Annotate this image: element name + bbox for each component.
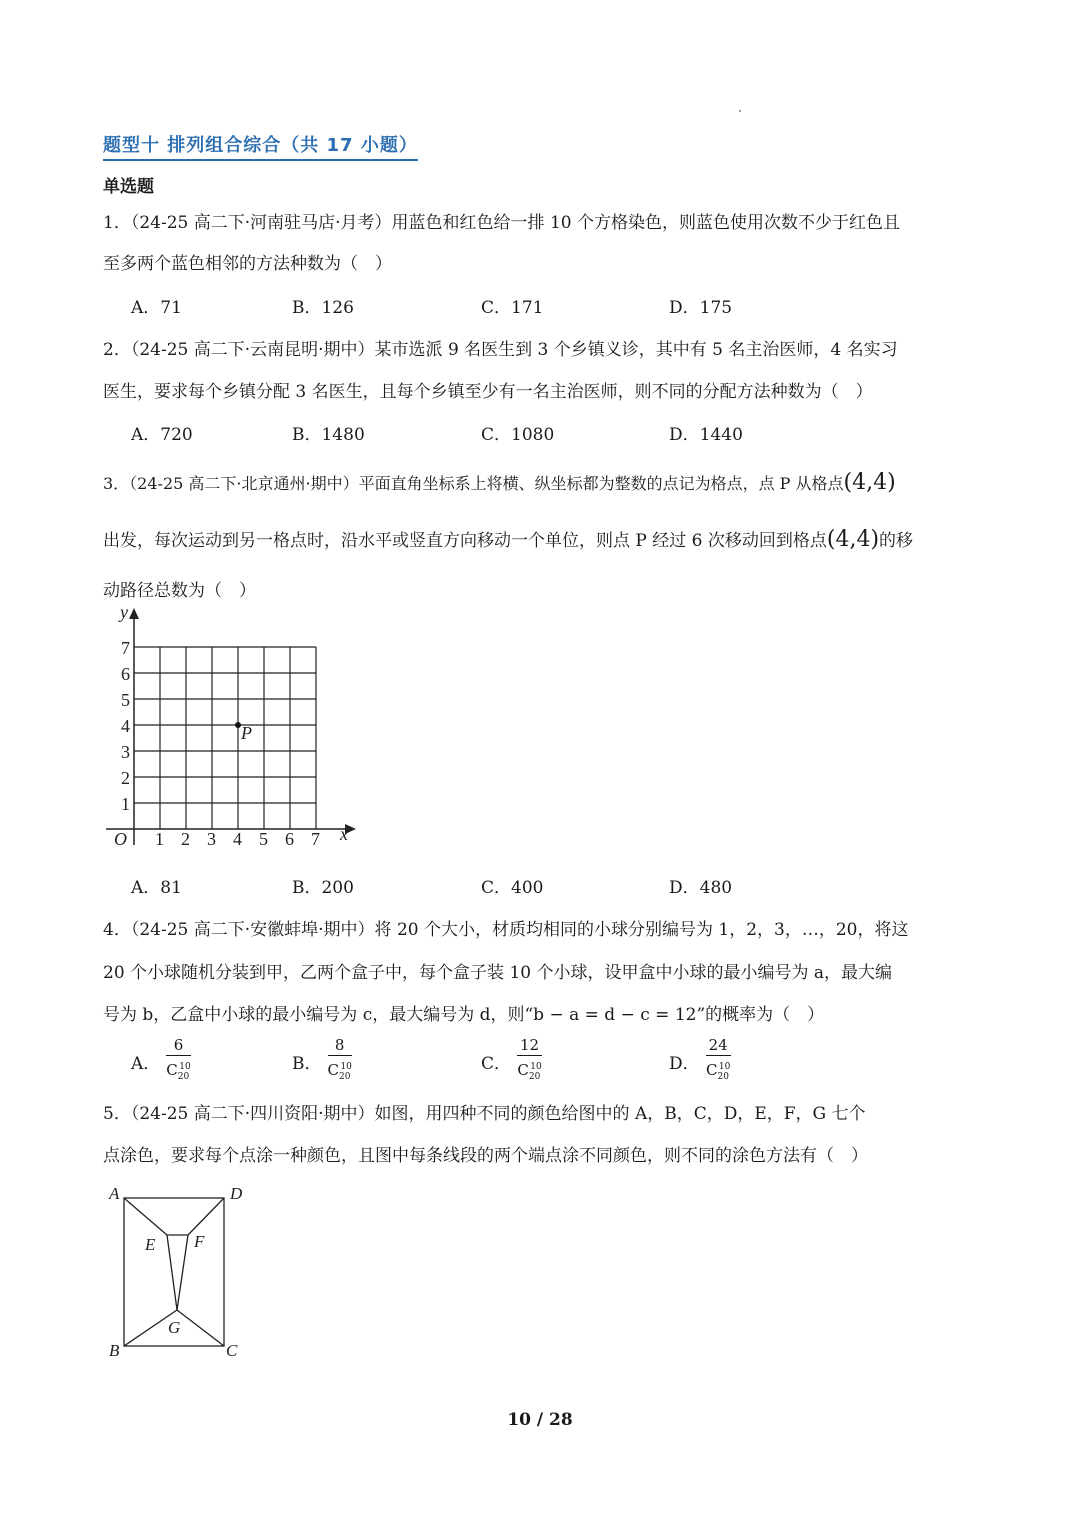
scan-speck [739, 110, 741, 112]
q5-text-line2: 点涂色，要求每个点涂一种颜色，且图中每条线段的两个端点涂不同颜色，则不同的涂色方法有（ ） [103, 1146, 868, 1166]
vertex-label-a: A [109, 1184, 120, 1203]
y-axis-label: y [120, 602, 128, 622]
binomial-n: 20 [338, 1072, 351, 1082]
q3-text-line2-main: 出发，每次运动到另一格点时，沿水平或竖直方向移动一个单位，则点 P 经过 6 次移动回到格点 [103, 531, 827, 551]
q2-option-b: B．1480 [292, 425, 365, 445]
q3-option-d: D．480 [669, 878, 733, 898]
vertex-label-e: E [145, 1235, 156, 1254]
q3-option-c: C．400 [481, 878, 544, 898]
q4-option-c-fraction [517, 1035, 542, 1088]
q2-option-d: D．1440 [669, 425, 743, 445]
binomial-k: 10 [530, 1062, 542, 1072]
q4-option-b-fraction [328, 1035, 352, 1088]
y-tick-6: 6 [121, 664, 130, 684]
q2-text-line1: 2．（24-25 高二下·云南昆明·期中）某市选派 9 名医生到 3 个乡镇义诊，其中有 5 名主治医师，4 名实习 [103, 340, 898, 360]
q4-option-b [292, 1035, 352, 1088]
q4-option-b-label: B． [292, 1054, 322, 1074]
q2-option-c: C．1080 [481, 425, 555, 445]
q1-option-b: B．126 [292, 298, 354, 318]
q2-option-a: A．720 [131, 425, 193, 445]
denominator [517, 1056, 542, 1088]
vertex-label-g: G [168, 1318, 181, 1337]
denominator [328, 1056, 352, 1088]
q4-text-line1: 4．（24-25 高二下·安徽蚌埠·期中）将 20 个大小，材质均相同的小球分别编号为 1，2，3，…，20，将这 [103, 920, 909, 940]
x-tick-6: 6 [285, 829, 294, 849]
binomial-n: 20 [528, 1072, 541, 1082]
q4-option-d [669, 1035, 731, 1088]
numerator: 12 [517, 1035, 542, 1056]
q4-text-line2: 20 个小球随机分装到甲，乙两个盒子中，每个盒子装 10 个小球，设甲盒中小球的最小编号为 a，最大编 [103, 963, 893, 983]
y-tick-1: 1 [121, 794, 130, 814]
numerator: 24 [706, 1035, 731, 1056]
x-axis-label: x [340, 824, 348, 844]
q1-option-c: C．171 [481, 298, 544, 318]
numerator: 8 [328, 1035, 352, 1056]
q4-text-line3: 号为 b，乙盒中小球的最小编号为 c，最大编号为 d，则“b − a = d − c = 12”的概率为（ ） [103, 1005, 825, 1025]
question-type-heading: 单选题 [103, 177, 154, 197]
q1-option-a: A．71 [131, 298, 182, 318]
binomial-symbol: C [166, 1061, 178, 1079]
q3-option-b: B．200 [292, 878, 354, 898]
binomial-k: 10 [179, 1062, 191, 1072]
denominator [166, 1056, 190, 1088]
q4-option-a [131, 1035, 191, 1088]
grid-lines [134, 647, 316, 829]
page-number: 10 / 28 [507, 1410, 573, 1430]
q3-text-line2 [103, 526, 913, 552]
denominator [706, 1056, 731, 1088]
vertex-label-d: D [230, 1184, 243, 1203]
y-tick-7: 7 [121, 638, 130, 658]
x-tick-1: 1 [155, 829, 164, 849]
x-tick-3: 3 [207, 829, 216, 849]
q4-option-a-label: A． [131, 1054, 161, 1074]
q3-text-line3: 动路径总数为（ ） [103, 581, 256, 601]
q3-text-line1 [103, 470, 896, 495]
x-tick-4: 4 [233, 829, 242, 849]
numerator: 6 [166, 1035, 190, 1056]
q1-text-line2: 至多两个蓝色相邻的方法种数为（ ） [103, 254, 392, 274]
binomial-symbol: C [517, 1061, 529, 1079]
q4-option-c [481, 1035, 542, 1088]
q3-point-start: (4,4) [843, 470, 896, 495]
q4-option-d-label: D． [669, 1054, 700, 1074]
q5-graph-figure [100, 1180, 260, 1365]
q2-text-line2: 医生，要求每个乡镇分配 3 名医生，且每个乡镇至少有一名主治医师，则不同的分配方法种数为（ ） [103, 382, 873, 402]
vertex-label-c: C [226, 1341, 238, 1360]
origin-label: O [114, 829, 127, 849]
vertex-label-b: B [109, 1341, 120, 1360]
q1-text-line1: 1．（24-25 高二下·河南驻马店·月考）用蓝色和红色给一排 10 个方格染色，则蓝色使用次数不少于红色且 [103, 213, 900, 233]
binomial-k: 10 [718, 1062, 731, 1072]
x-tick-5: 5 [259, 829, 268, 849]
q4-option-a-fraction [166, 1035, 190, 1088]
y-tick-3: 3 [121, 742, 130, 762]
binomial-n: 20 [177, 1072, 190, 1082]
q4-option-d-fraction [706, 1035, 731, 1088]
q3-text-line2-tail: 的移 [879, 531, 914, 551]
y-axis-arrow [129, 608, 139, 619]
q3-option-a: A．81 [131, 878, 182, 898]
q3-text-line1-main: 3．（24-25 高二下·北京通州·期中）平面直角坐标系上将横、纵坐标都为整数的点记为格点，点 P 从格点 [103, 474, 844, 493]
q4-option-c-label: C． [481, 1054, 512, 1074]
y-tick-4: 4 [121, 716, 130, 736]
binomial-n: 20 [717, 1072, 729, 1082]
y-tick-5: 5 [121, 690, 130, 710]
q3-point-end: (4,4) [826, 527, 880, 552]
q1-option-d: D．175 [669, 298, 733, 318]
section-title: 题型十 排列组合综合（共 17 小题） [103, 131, 418, 161]
vertex-label-f: F [194, 1232, 205, 1251]
q3-grid-figure [100, 600, 370, 855]
binomial-symbol: C [327, 1061, 339, 1079]
x-tick-2: 2 [181, 829, 190, 849]
point-p-label: P [241, 723, 252, 743]
binomial-symbol: C [705, 1061, 718, 1079]
q5-text-line1: 5．（24-25 高二下·四川资阳·期中）如图，用四种不同的颜色给图中的 A，B，C，D，E，F，G 七个 [103, 1104, 866, 1124]
x-tick-7: 7 [311, 829, 320, 849]
y-tick-2: 2 [121, 768, 130, 788]
binomial-k: 10 [340, 1062, 352, 1072]
